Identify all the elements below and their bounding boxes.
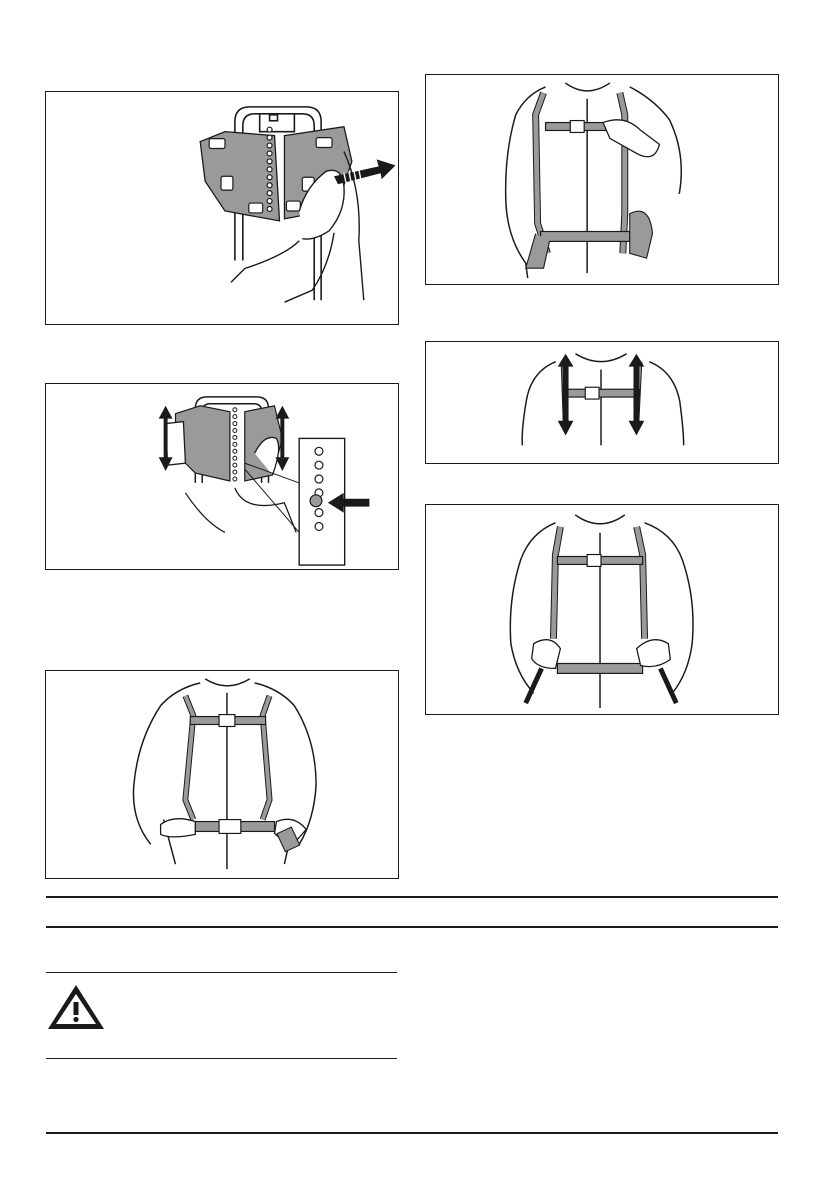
warning-triangle-icon xyxy=(46,983,106,1031)
chest-strap-illustration xyxy=(426,75,778,284)
section-rule-bottom xyxy=(46,926,778,928)
backplate-adjustment-illustration xyxy=(46,384,398,569)
figure-shoulder-straps xyxy=(425,504,779,715)
footer-rule xyxy=(46,1132,778,1134)
hip-belt-illustration xyxy=(46,671,398,878)
figure-backplate-adjustment xyxy=(45,383,399,570)
shoulder-straps-illustration xyxy=(426,505,778,714)
figure-chest-strap xyxy=(425,74,779,285)
figure-hip-belt xyxy=(45,670,399,879)
section-rule-top xyxy=(46,896,778,898)
backplate-removal-illustration xyxy=(46,92,398,324)
figure-backplate-removal xyxy=(45,91,399,325)
chest-strap-height-illustration xyxy=(426,342,778,463)
warning-rule-bottom xyxy=(46,1058,397,1059)
warning-rule-top xyxy=(46,972,397,973)
figure-chest-strap-height xyxy=(425,341,779,464)
